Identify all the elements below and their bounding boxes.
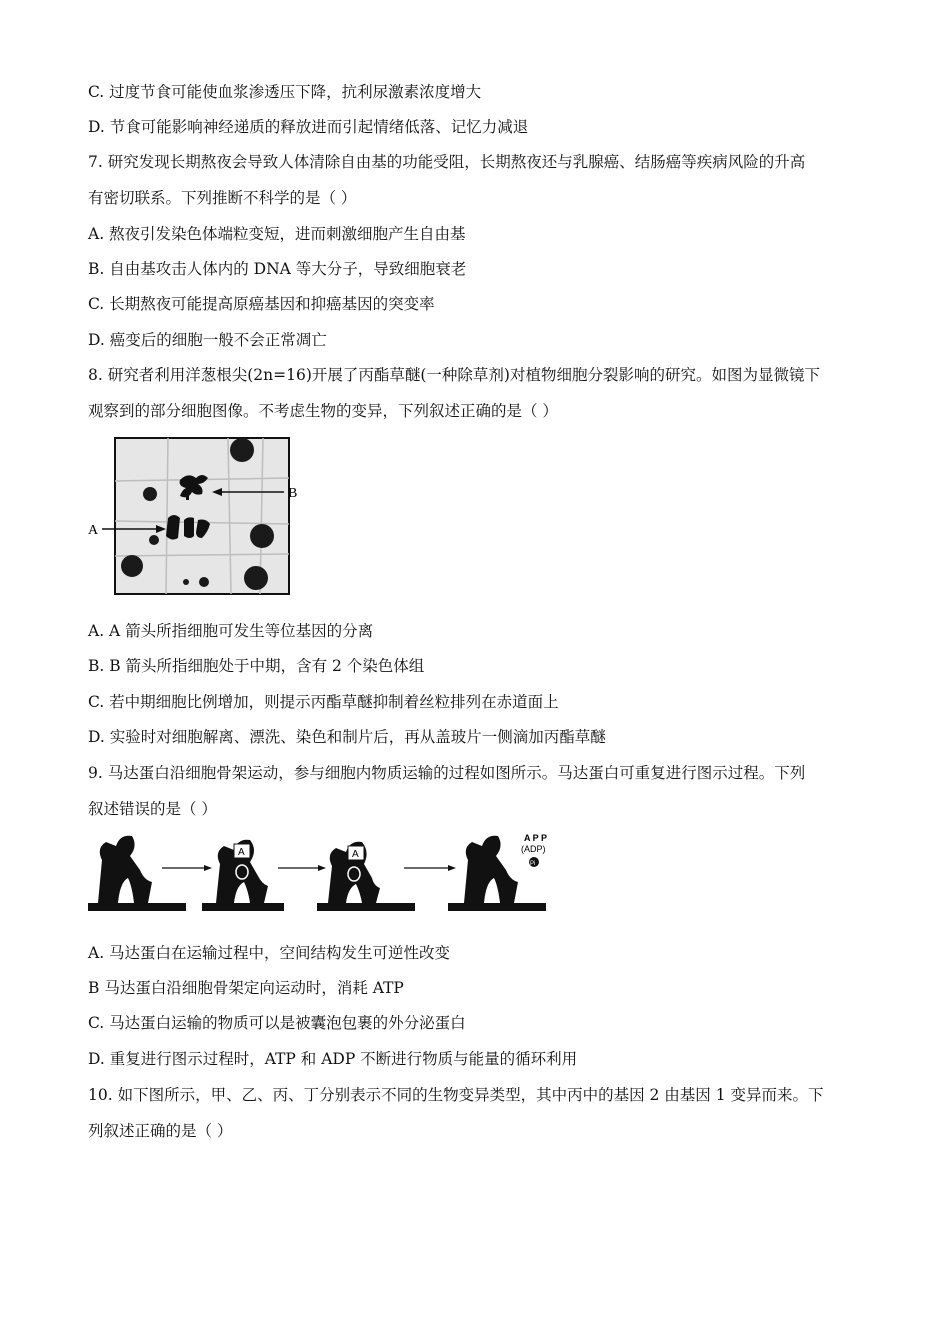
process-arrow-1-head bbox=[204, 865, 212, 871]
atp-release-label: A P P bbox=[524, 833, 548, 843]
q7-option-b: B. 自由基攻击人体内的 DNA 等大分子，导致细胞衰老 bbox=[88, 260, 467, 278]
process-arrow-3-head bbox=[448, 865, 456, 871]
q9-option-c: C. 马达蛋白运输的物质可以是被囊泡包裹的外分泌蛋白 bbox=[88, 1014, 466, 1032]
q8-option-b: B. B 箭头所指细胞处于中期，含有 2 个染色体组 bbox=[88, 657, 425, 675]
atp-a-label-2: A bbox=[352, 849, 359, 860]
q6-option-c: C. 过度节食可能使血浆渗透压下降，抗利尿激素浓度增大 bbox=[88, 83, 482, 101]
label-b: B bbox=[288, 486, 298, 501]
q8-stem-line2: 观察到的部分细胞图像。不考虑生物的变异，下列叙述正确的是（ ） bbox=[88, 402, 558, 420]
q8-option-a: A. A 箭头所指细胞可发生等位基因的分离 bbox=[88, 622, 374, 640]
q7-stem-line1: 7. 研究发现长期熬夜会导致人体清除自由基的功能受阻，长期熬夜还与乳腺癌、结肠癌等疾病风险的升高 bbox=[88, 153, 806, 171]
q9-motor-protein-figure bbox=[88, 830, 558, 918]
atp-a-label-1: A bbox=[238, 847, 245, 858]
q9-option-b: B 马达蛋白沿细胞骨架定向运动时，消耗 ATP bbox=[88, 979, 404, 997]
q7-stem-line2: 有密切联系。下列推断不科学的是（ ） bbox=[88, 189, 357, 207]
q8-stem-line1: 8. 研究者利用洋葱根尖(2n=16)开展了丙酯草醚(一种除草剂)对植物细胞分裂影响的研究。如图为显微镜下 bbox=[88, 366, 820, 384]
process-arrow-2-head bbox=[318, 865, 326, 871]
adp-label: (ADP) bbox=[521, 844, 546, 854]
pi-label: Pi bbox=[530, 861, 536, 867]
q9-stem-line1: 9. 马达蛋白沿细胞骨架运动，参与细胞内物质运输的过程如图所示。马达蛋白可重复进行图示过程。下列 bbox=[88, 764, 806, 782]
q8-option-c: C. 若中期细胞比例增加，则提示丙酯草醚抑制着丝粒排列在赤道面上 bbox=[88, 693, 559, 711]
q10-stem-line2: 列叙述正确的是（ ） bbox=[88, 1122, 233, 1140]
q9-stem-line2: 叙述错误的是（ ） bbox=[88, 800, 217, 818]
q7-option-d: D. 癌变后的细胞一般不会正常凋亡 bbox=[88, 331, 327, 349]
track-4 bbox=[448, 903, 546, 911]
q9-option-a: A. 马达蛋白在运输过程中，空间结构发生可逆性改变 bbox=[88, 944, 451, 962]
track-3 bbox=[317, 903, 415, 911]
q7-option-c: C. 长期熬夜可能提高原癌基因和抑癌基因的突变率 bbox=[88, 295, 435, 313]
track-2 bbox=[202, 903, 284, 911]
q10-stem-line1: 10. 如下图所示，甲、乙、丙、丁分别表示不同的生物变异类型，其中丙中的基因 2 由基因 1 变异而来。下 bbox=[88, 1086, 824, 1104]
q9-option-d: D. 重复进行图示过程时，ATP 和 ADP 不断进行物质与能量的循环利用 bbox=[88, 1050, 578, 1068]
label-a: A bbox=[88, 523, 99, 538]
motor-protein-4 bbox=[464, 836, 518, 903]
q6-option-d: D. 节食可能影响神经递质的释放进而引起情绪低落、记忆力减退 bbox=[88, 118, 529, 136]
q8-microscope-figure bbox=[88, 436, 328, 598]
q7-option-a: A. 熬夜引发染色体端粒变短，进而刺激细胞产生自由基 bbox=[88, 225, 466, 243]
q8-option-d: D. 实验时对细胞解离、漂洗、染色和制片后，再从盖玻片一侧滴加丙酯草醚 bbox=[88, 728, 606, 746]
microscope-image bbox=[88, 436, 328, 598]
motor-protein-diagram bbox=[88, 830, 558, 918]
track-1 bbox=[88, 903, 186, 911]
motor-protein-1 bbox=[98, 836, 152, 903]
